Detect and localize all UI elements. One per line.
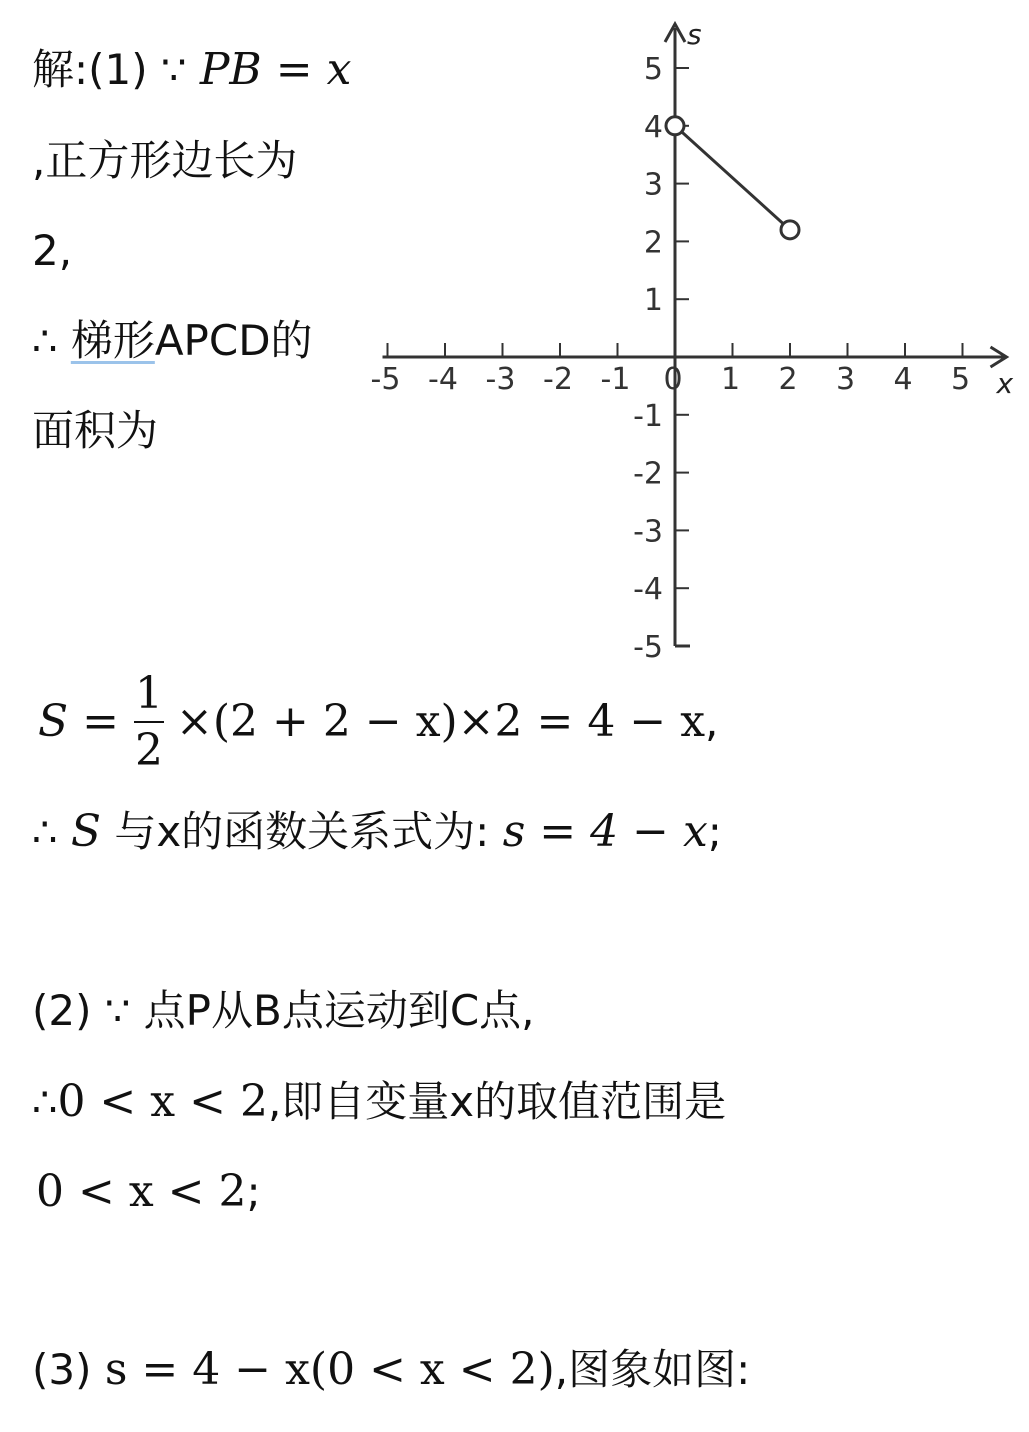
part2-text2: ,即自变量x的取值范围是 (267, 1077, 727, 1126)
because-symbol-2: ∵ (104, 989, 131, 1035)
area-formula-rhs (176, 698, 718, 746)
y-tick-label: -5 (633, 630, 663, 665)
formula-s: S = (38, 696, 119, 747)
semicolon-1: ; (707, 807, 722, 856)
series-segment (675, 126, 790, 230)
part2-line1 (32, 988, 535, 1034)
formula-rest: ×(2 + 2 − x)×2 = 4 − x (176, 696, 706, 747)
part3-line (32, 1346, 750, 1394)
part1-line3: 2, (32, 226, 73, 275)
y-axis-label: s (687, 18, 702, 51)
part1-line4-rest: APCD的 (154, 316, 313, 365)
y-tick-label: -4 (633, 572, 663, 608)
fraction-numerator: 1 (135, 668, 163, 719)
part1-line2: ,正方形边长为 (32, 136, 298, 185)
x-tick-label: -3 (485, 362, 516, 397)
s-variable: S (70, 806, 101, 857)
therefore-symbol: ∴ (32, 319, 58, 365)
series (666, 117, 799, 239)
open-endpoint (781, 221, 799, 239)
pb-equation: PB = x (199, 44, 352, 95)
part3-text: ,图象如图: (554, 1345, 751, 1394)
x-tick-label: 5 (950, 362, 971, 397)
relation-equation: s = 4 − x (502, 806, 708, 857)
x-tick-label: 0 (663, 362, 683, 397)
x-axis-label: x (996, 367, 1014, 400)
x-tick-label: -5 (370, 362, 401, 397)
coordinate-graph (0, 0, 1029, 700)
fraction-bar (134, 721, 164, 723)
domain-inequality-2: 0 < x < 2 (36, 1166, 247, 1217)
part1-line5: 面积为 (32, 406, 159, 455)
relation-text: 与x的函数关系式为: (114, 807, 490, 856)
domain-inequality: 0 < x < 2 (57, 1076, 268, 1127)
y-tick-label: -3 (633, 514, 663, 550)
x-tick-label: 2 (778, 362, 798, 397)
formula-comma: , (705, 697, 719, 746)
x-tick-label: -2 (543, 362, 573, 397)
x-tick-label: -4 (428, 362, 458, 397)
x-tick-label: 3 (835, 362, 856, 397)
y-tick-label: 3 (643, 167, 663, 203)
x-tick-label: 4 (893, 362, 913, 397)
part3-equation: s = 4 − x(0 < x < 2) (104, 1344, 555, 1395)
y-tick-label: -1 (633, 398, 663, 434)
therefore-symbol-3: ∴ (32, 1080, 58, 1126)
fraction-denominator: 2 (135, 725, 163, 776)
open-endpoint (666, 117, 684, 135)
axes (383, 18, 1014, 646)
part2-line2 (32, 1078, 726, 1126)
part2-line3 (36, 1168, 261, 1216)
area-formula-lhs (38, 698, 119, 746)
y-tick-label: -2 (633, 456, 663, 492)
underlined-term: 梯形 (70, 316, 155, 365)
relation-line (32, 808, 722, 856)
y-tick-label: 5 (643, 52, 663, 87)
part3-prefix: (3) (32, 1345, 92, 1394)
semicolon-2: ; (246, 1167, 261, 1216)
therefore-symbol-2: ∴ (32, 810, 58, 856)
y-tick-label: 4 (643, 109, 663, 145)
x-tick-label: -1 (600, 362, 631, 397)
part2-prefix: (2) (32, 986, 92, 1035)
part2-text: 点P从B点运动到C点, (143, 986, 535, 1035)
x-tick-label: 1 (720, 362, 741, 397)
because-symbol: ∵ (161, 48, 187, 94)
y-tick-label: 1 (643, 283, 663, 319)
part1-prefix: 解:(1) (32, 45, 148, 94)
y-tick-label: 2 (643, 225, 663, 261)
